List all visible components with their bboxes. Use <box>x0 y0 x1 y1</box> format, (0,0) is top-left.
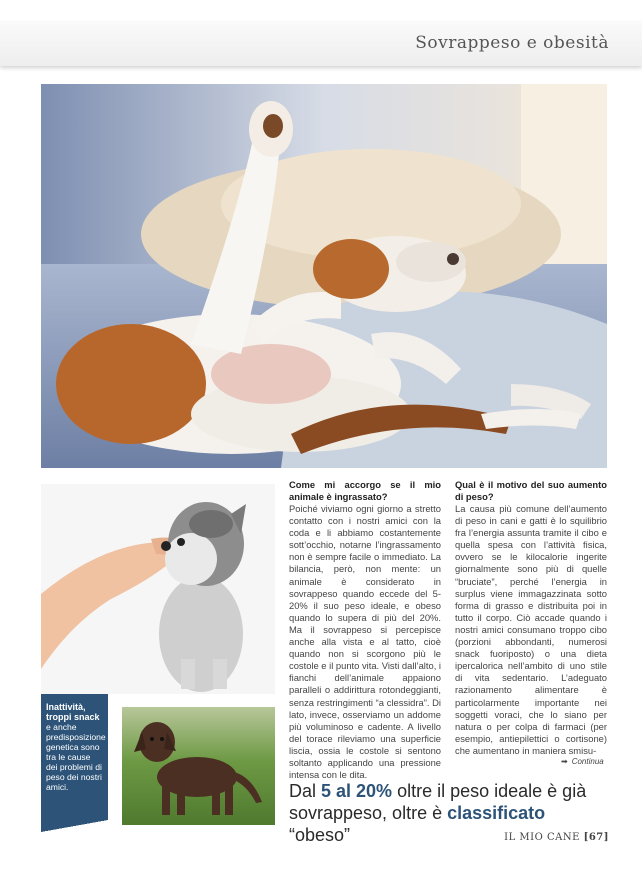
pull-quote-highlight-2: classificato <box>447 803 546 823</box>
article-column-2 <box>455 479 607 757</box>
continue-label: Continua <box>571 757 604 766</box>
column-2-heading: Qual è il motivo del suo aumento di peso? <box>455 479 607 502</box>
pull-quote-part-3: oltre il peso ideale è già sovrappeso, oltre è <box>289 781 587 823</box>
photo-schnauzer <box>41 484 275 694</box>
article-column-1 <box>289 479 441 781</box>
caption-text: e anche predisposizione genetica sono tra le cause dei problemi di peso dei nostri amici. <box>46 722 106 792</box>
hero-photo-beagle <box>41 84 607 468</box>
caption-lead: Inattività, troppi snack <box>46 702 100 722</box>
photo-caption <box>41 694 108 820</box>
column-1-heading: Come mi accorgo se il mio animale è ingrassato? <box>289 479 441 502</box>
pull-quote-part-5: “obeso” <box>289 825 351 845</box>
labrador-illustration <box>122 707 275 825</box>
column-2-body: La causa più comune dell’aumento di peso in cani e gatti è lo squilibrio fra l’energia assunta tramite il cibo e quella spesa con l’attività fisica, ovvero se le kilocalorie ingerite giornalmente sono più di quelle “bruciate”, perché l’energia in surplus viene immagazzinata sotto forma di grasso e distribuita poi in tutto il corpo. Ciò accade quando i nostri amici consumano troppo cibo (porzioni abbondanti, numerosi snack fuoriposto) o una dieta ipercalorica nell’ambito di uno stile di vita sedentario. L’adeguato razionamento alimentare è particolarmente importante nei soggetti voraci, che lo siano per natura o per colpa di farmaci (per esempio, antiepilettici o cortisone) che aumentano in maniera smisu- <box>455 503 607 756</box>
magazine-name: IL MIO CANE <box>504 832 580 843</box>
continue-marker <box>561 757 604 766</box>
pull-quote-highlight-1: 5 al 20% <box>321 781 393 801</box>
beagle-illustration <box>41 84 607 468</box>
photo-labrador-puppy <box>122 707 275 825</box>
arrow-right-icon: ➡ <box>561 757 568 766</box>
page-header <box>0 22 642 66</box>
pull-quote-part-1: Dal <box>289 781 322 801</box>
column-1-body: Poiché viviamo ogni giorno a stretto contatto con i nostri amici con la coda e li abbiamo costantemente sott’occhio, notarne l’ingrassamento non è sempre facile o immediato. La bilancia, però, non mente: un animale è considerato in sovrappeso quando eccede del 5-20% il suo peso ideale, e obeso quando lo supera di più del 20%. Ma il sovrappeso si percepisce anche alla vista e al tatto, cioè quando non si scorgono più le costole e il punto vita. Visti dall’alto, i fianchi dell’animale appaiono paralleli o addirittura rotondeggianti, senza restringimenti “a clessidra”. Di lato, invece, osserviamo un addome più voluminoso e cadente. A livello del torace rileviamo una superficie liscia, ossia le costole si sentono soltanto applicando una pressione intensa con le dita. <box>289 503 441 781</box>
page-number: [67] <box>583 832 609 843</box>
section-title: Sovrappeso e obesità <box>415 33 609 53</box>
page-folio <box>504 832 609 843</box>
schnauzer-illustration <box>41 484 275 694</box>
